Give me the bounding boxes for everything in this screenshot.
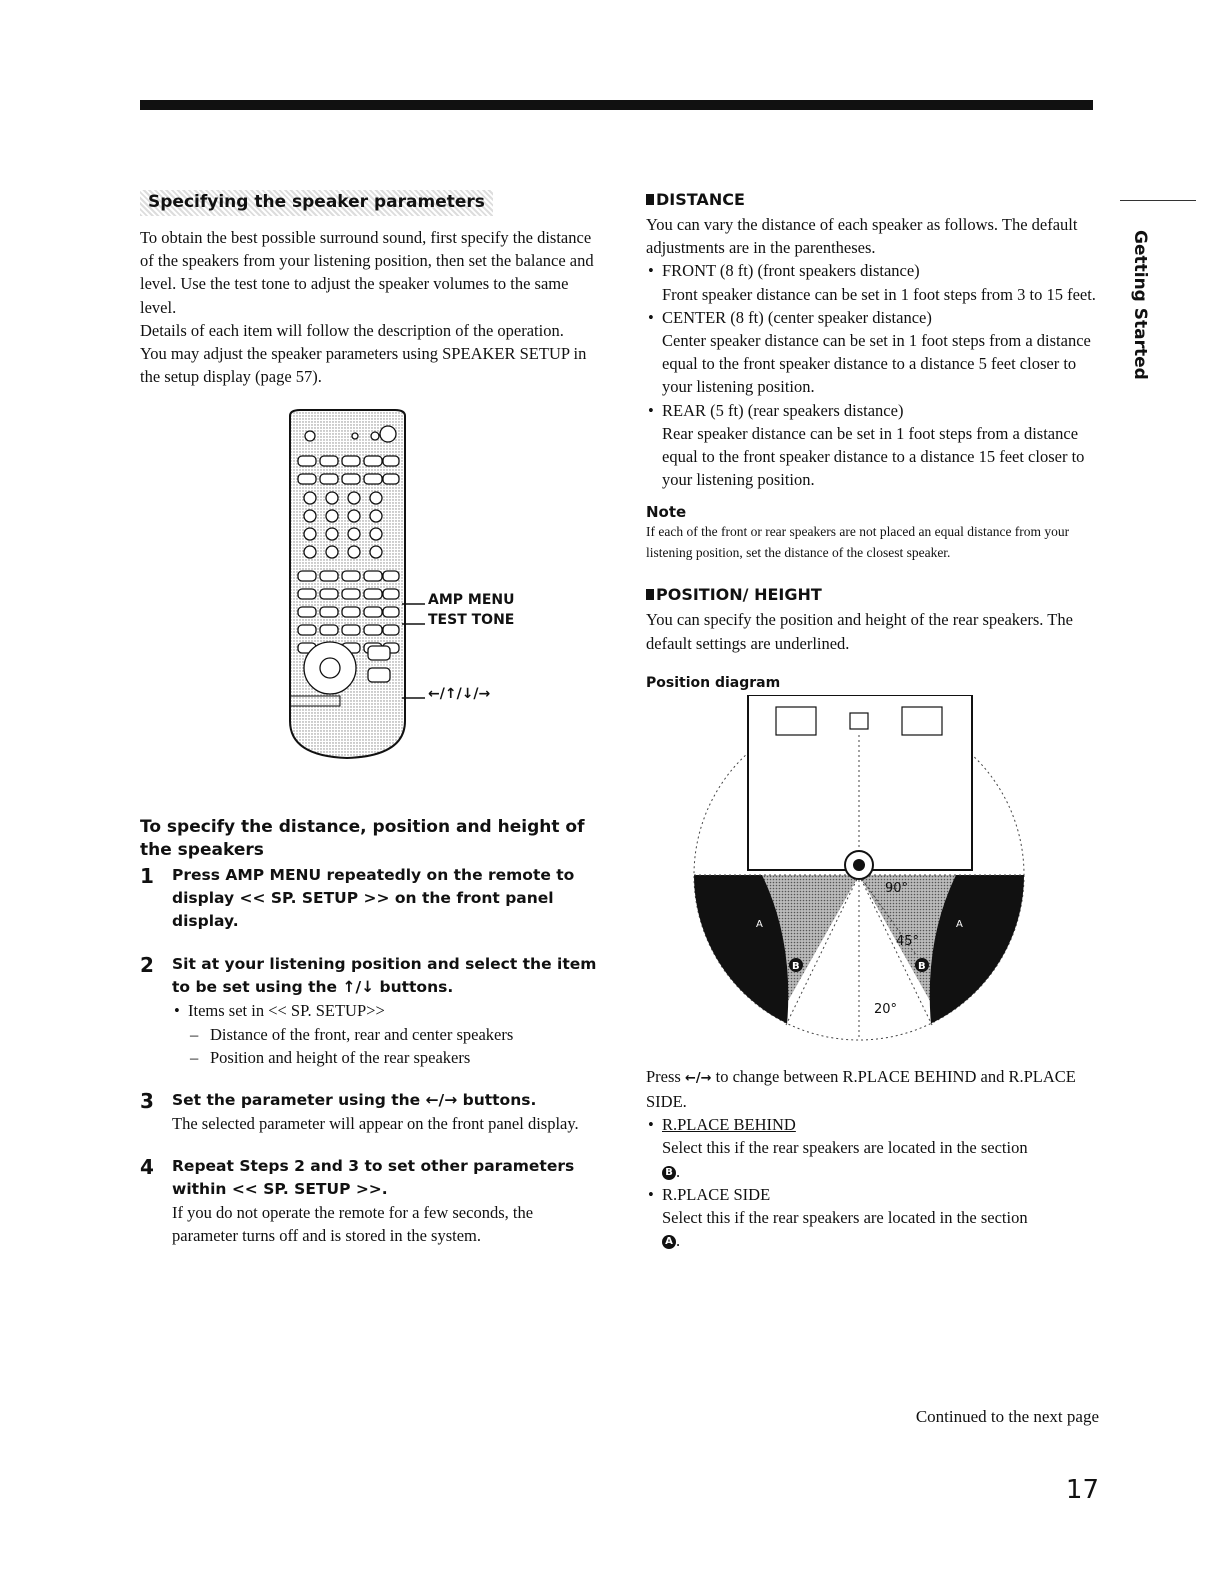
- top-rule: [140, 100, 1093, 110]
- right-column: [646, 190, 1098, 1252]
- side-tab-rule: [1120, 200, 1196, 219]
- dash-item: – Distance of the front, rear and center speakers: [188, 1023, 600, 1046]
- page-number: 17: [1065, 1475, 1099, 1505]
- step-number: 2: [140, 953, 154, 978]
- intro-text: To obtain the best possible surround sound, first specify the distance of the speakers from your listening position, then set the balance and level. Use the test tone to adjust the speaker volumes to the same level.: [140, 228, 594, 317]
- step-2: [140, 953, 600, 1069]
- angle-90: 90°: [885, 880, 909, 896]
- side-tab: Getting Started: [1130, 230, 1150, 380]
- section-title: Specifying the speaker parameters: [140, 190, 493, 216]
- position-heading: POSITION/ HEIGHT: [646, 585, 1098, 604]
- step-1: [140, 864, 600, 933]
- adjust-text: You may adjust the speaker parameters using SPEAKER SETUP in the setup display (page 57).: [140, 344, 587, 387]
- section-b-right: B: [918, 960, 926, 972]
- left-column: [140, 190, 600, 1248]
- distance-intro: You can vary the distance of each speaker as follows. The default adjustments are in the parentheses.: [646, 215, 1078, 258]
- details-text: Details of each item will follow the description of the operation.: [140, 320, 564, 340]
- position-diagram-label: Position diagram: [646, 674, 781, 691]
- distance-heading: DISTANCE: [646, 190, 1098, 209]
- distance-item-center: • CENTER (8 ft) (center speaker distance) Center speaker distance can be set in 1 foot steps from a distance equal to the front speaker distance to a distance 5 feet closer to your listening position.: [646, 306, 1098, 399]
- step-title: Sit at your listening position and select the item to be set using the ↑/↓ buttons.: [172, 955, 597, 997]
- option-behind: • R.PLACE BEHIND Select this if the rear speakers are located in the section B .: [646, 1113, 1098, 1183]
- dash-item: – Position and height of the rear speakers: [188, 1046, 600, 1069]
- remote-figure: [140, 406, 600, 806]
- press-text: Press ←/→ to change between R.PLACE BEHIND and R.PLACE SIDE.: [646, 1066, 1076, 1112]
- step-3: [140, 1089, 600, 1135]
- distance-item-rear: • REAR (5 ft) (rear speakers distance) Rear speaker distance can be set in 1 foot steps from a distance equal to the front speaker distance to a distance 15 feet closer to your listening position.: [646, 399, 1098, 492]
- test-tone-label: TEST TONE: [428, 612, 515, 629]
- procedure-heading: To specify the distance, position and height of the speakers: [140, 817, 585, 861]
- distance-item-front: • FRONT (8 ft) (front speakers distance) Front speaker distance can be set in 1 foot steps from 3 to 15 feet.: [646, 259, 1098, 305]
- position-intro: You can specify the position and height of the rear speakers. The default settings are underlined.: [646, 610, 1073, 653]
- position-diagram: [646, 695, 1098, 1045]
- step-title: Repeat Steps 2 and 3 to set other parameters within << SP. SETUP >>.: [172, 1157, 575, 1199]
- amp-menu-label: AMP MENU: [428, 592, 515, 609]
- continued-text: Continued to the next page: [915, 1407, 1099, 1426]
- section-a-right: A: [956, 918, 963, 930]
- remote-illustration: [140, 406, 600, 786]
- bullet-item: • Items set in << SP. SETUP>>: [172, 999, 600, 1022]
- step-4: [140, 1155, 600, 1247]
- option-side: • R.PLACE SIDE Select this if the rear speakers are located in the section A .: [646, 1183, 1098, 1253]
- angle-20: 20°: [874, 1001, 898, 1017]
- step-text: The selected parameter will appear on the front panel display.: [172, 1114, 579, 1134]
- section-a-left: A: [756, 918, 763, 930]
- note-text: If each of the front or rear speakers are not placed an equal distance from your listening position, set the distance of the closest speaker.: [646, 524, 1070, 561]
- step-title: Press AMP MENU repeatedly on the remote to display << SP. SETUP >> on the front panel display.: [172, 866, 575, 931]
- step-number: 4: [140, 1155, 154, 1180]
- step-text: If you do not operate the remote for a few seconds, the parameter turns off and is stored in the system.: [172, 1203, 534, 1246]
- arrow-buttons-label: ←/↑/↓/→: [428, 686, 491, 703]
- angle-45: 45°: [896, 933, 920, 949]
- note-heading: Note: [646, 503, 687, 522]
- step-title: Set the parameter using the ←/→ buttons.: [172, 1091, 537, 1110]
- step-number: 1: [140, 864, 154, 889]
- section-b-left: B: [792, 960, 800, 972]
- step-number: 3: [140, 1089, 154, 1114]
